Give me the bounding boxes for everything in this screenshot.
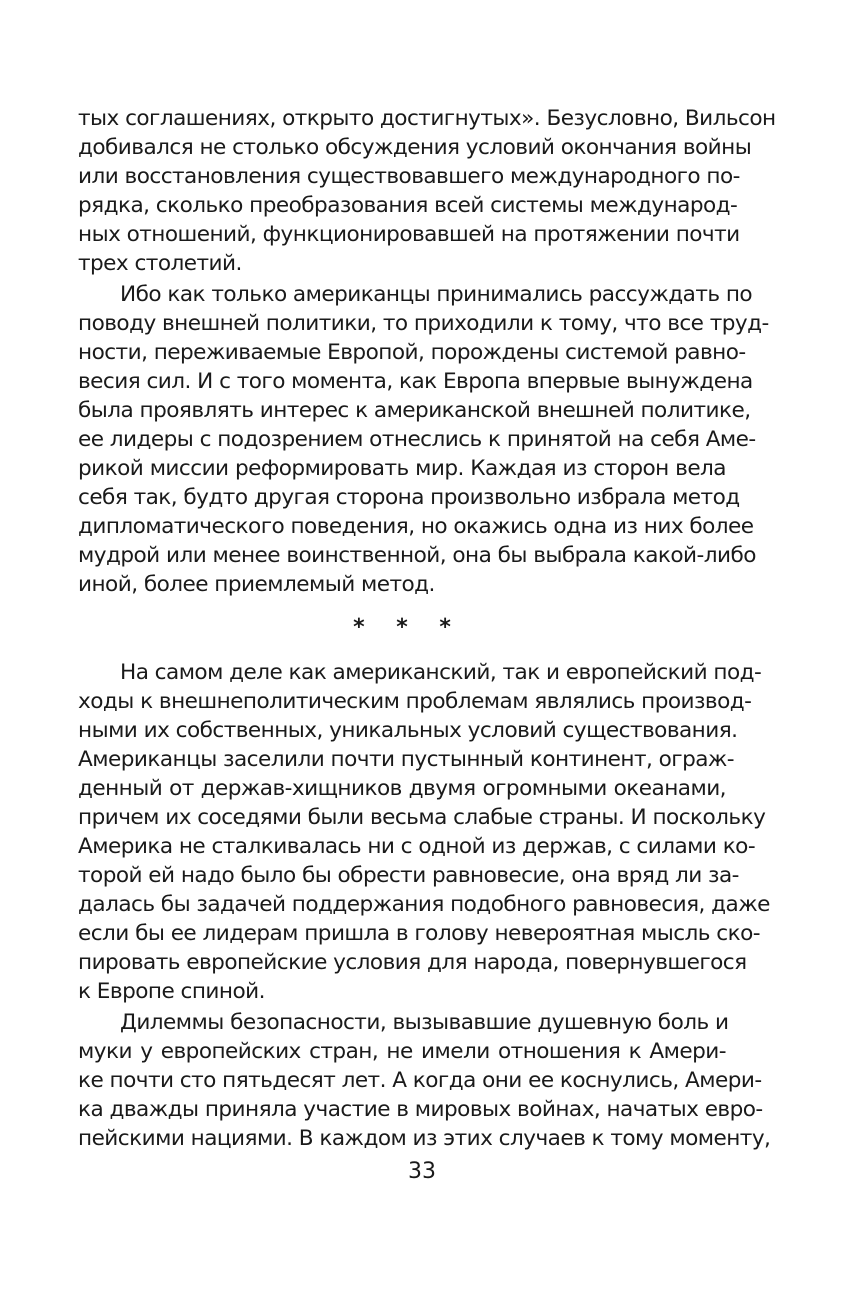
text-line: причем их соседями были весьма слабые страны. И поскольку — [78, 805, 766, 830]
text-line: денный от держав-хищников двумя огромными океанами, — [78, 776, 726, 801]
text-line: себя так, будто другая сторона произвольно избрала метод — [78, 485, 740, 510]
text-line: тых соглашениях, открыто достигнутых». Безусловно, Вильсон — [78, 106, 776, 131]
text-line: ке почти сто пятьдесят лет. А когда они ее коснулись, Амери- — [78, 1068, 762, 1093]
page-number: 33 — [408, 1159, 436, 1184]
text-line: ка дважды приняла участие в мировых войнах, начатых евро- — [78, 1097, 763, 1122]
text-line: муки у европейских стран, не имели отношения к Амери- — [78, 1039, 726, 1064]
text-line: ных отношений, функционировавшей на протяжении почти — [78, 222, 740, 247]
text-line: поводу внешней политики, то приходили к тому, что все труд- — [78, 311, 769, 336]
section-separator: * * * — [353, 615, 463, 640]
page-body — [78, 104, 776, 1153]
text-line: Америка не сталкивалась ни с одной из держав, с силами ко- — [78, 834, 756, 859]
text-line: пировать европейские условия для народа, повернувшегося — [78, 950, 747, 975]
paragraph — [78, 104, 776, 278]
text-line: весия сил. И с того момента, как Европа впервые вынуждена — [78, 369, 753, 394]
text-block-before-separator — [78, 104, 776, 599]
text-line: к Европе спиной. — [78, 979, 265, 1004]
text-line: рикой миссии реформировать мир. Каждая из сторон вела — [78, 456, 726, 481]
text-line: ходы к внешнеполитическим проблемам являлись производ- — [78, 689, 752, 714]
text-line: или восстановления существовавшего международного по- — [78, 164, 740, 189]
text-line: Ибо как только американцы принимались рассуждать по — [120, 282, 753, 307]
text-line: была проявлять интерес к американской внешней политике, — [78, 398, 751, 423]
text-block-after-separator — [78, 658, 771, 1153]
text-line: иной, более приемлемый метод. — [78, 572, 435, 597]
text-line: рядка, сколько преобразования всей системы международ- — [78, 193, 738, 218]
text-line: далась бы задачей поддержания подобного равновесия, даже — [78, 892, 770, 917]
text-line: ными их собственных, уникальных условий существования. — [78, 718, 738, 743]
paragraph — [78, 1008, 771, 1153]
text-line: ности, переживаемые Европой, порождены системой равно- — [78, 340, 746, 365]
text-line: трех столетий. — [78, 251, 242, 276]
text-line: Дилеммы безопасности, вызывавшие душевную боль и — [120, 1010, 729, 1035]
text-line: торой ей надо было бы обрести равновесие, она вряд ли за- — [78, 863, 739, 888]
text-line: Американцы заселили почти пустынный континент, ограж- — [78, 747, 735, 772]
text-line: ее лидеры с подозрением отнеслись к принятой на себя Аме- — [78, 427, 756, 452]
text-line: мудрой или менее воинственной, она бы выбрала какой-либо — [78, 543, 756, 568]
text-line: дипломатического поведения, но окажись одна из них более — [78, 514, 754, 539]
text-line: добивался не столько обсуждения условий окончания войны — [78, 135, 752, 160]
text-line: пейскими нациями. В каждом из этих случаев к тому моменту, — [78, 1126, 771, 1151]
paragraph — [78, 658, 770, 1006]
text-line: На самом деле как американский, так и европейский под- — [120, 660, 762, 685]
paragraph — [78, 280, 769, 599]
text-line: если бы ее лидерам пришла в голову невероятная мысль ско- — [78, 921, 760, 946]
